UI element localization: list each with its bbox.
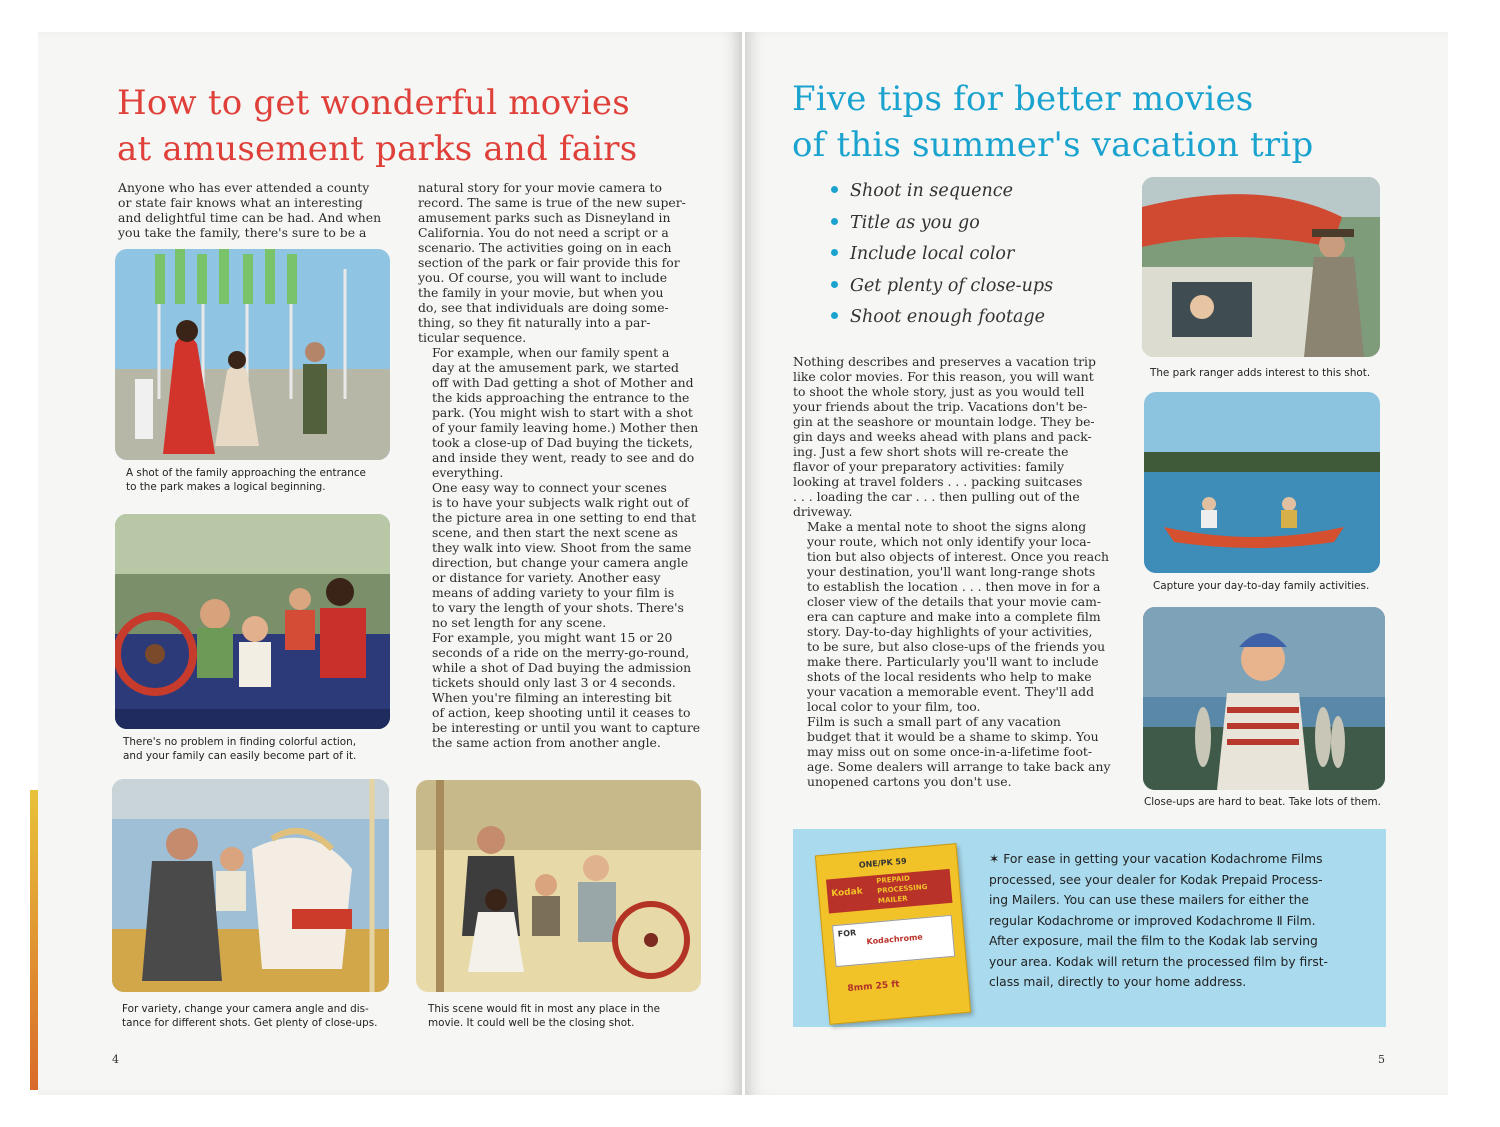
tip-label: Get plenty of close-ups [850,275,1054,296]
mailer-for-label: FOR [837,928,857,939]
text-line: your destination, you'll want long-range shots [807,564,1096,579]
text-line: everything. [432,465,504,480]
right-title-line-1: Five tips for better movies [792,79,1254,119]
left-page-title [117,80,677,172]
paragraph [418,690,700,750]
text-line: and delightful time can be had. And when [118,210,382,225]
text-line: off with Dad getting a shot of Mother and [432,375,694,390]
text-line: the same action from another angle. [432,735,661,750]
kodak-mailer-note [793,829,1386,1027]
page-number-right: 5 [1378,1053,1385,1066]
text-line: For example, when our family spent a [432,345,670,360]
mailer-film-panel [832,915,955,967]
bullet-dot-icon [831,218,838,225]
caption-closing [428,1002,708,1030]
text-line: your friends about the trip. Vacations don't be- [793,399,1088,414]
paragraph [793,714,1115,789]
photo-family-entrance [115,249,390,460]
text-line: looking at travel folders . . . packing suitcases [793,474,1083,489]
text-line: scene, and then start the next scene as [432,525,678,540]
text-line: took a close-up of Dad buying the tickets, [432,435,693,450]
text-line: closer view of the details that your movie cam- [807,594,1102,609]
photo-car-ride [115,514,390,729]
text-line: park. (You might wish to start with a shot [432,405,693,420]
photo-canoe [1144,392,1380,573]
text-line: and inside they went, ready to see and do [432,450,695,465]
caption-line: movie. It could well be the closing shot. [428,1017,635,1029]
mailer-header-band [826,869,952,914]
note-line: processed, see your dealer for Kodak Prepaid Process- [989,872,1323,887]
text-line: day at the amusement park, we started [432,360,679,375]
text-line: make there. Particularly you'll want to include [807,654,1099,669]
caption-car-ride [123,735,393,763]
paragraph [418,345,700,480]
note-line: regular Kodachrome or improved Kodachrome Ⅱ Film. [989,913,1316,928]
left-intro-text [118,180,391,240]
text-line: they walk into view. Shoot from the same [432,540,692,555]
text-line: age. Some dealers will arrange to take back any [807,759,1111,774]
text-line: driveway. [793,504,853,519]
text-line: to be sure, but also close-ups of the friends you [807,639,1106,654]
text-line: be interesting or until you want to capture [432,720,701,735]
text-line: to shoot the whole story, just as you would tell [793,384,1085,399]
text-line: or state fair knows what an interesting [118,195,363,210]
paragraph [418,180,700,345]
mailer-code: ONE/PK 59 [858,856,907,870]
note-line: your area. Kodak will return the processed film by first- [989,954,1328,969]
kodak-mailer-illustration [815,843,971,1025]
paragraph [418,630,700,690]
tip-item [831,176,1131,208]
note-line: ing Mailers. You can use these mailers for either the [989,893,1309,907]
mailer-title-line: MAILER [877,894,908,906]
text-line: no set length for any scene. [432,615,607,630]
text-line: section of the park or fair provide this for [418,255,680,270]
text-line: scenario. The activities going on in each [418,240,672,255]
caption-fish: Close-ups are hard to beat. Take lots of them. [1144,796,1381,808]
left-page [38,32,742,1095]
left-title-line-2: at amusement parks and fairs [117,129,638,169]
photo-fish-closeup [1143,607,1385,790]
bullet-dot-icon [831,281,838,288]
text-line: the picture area in one setting to end that [432,510,697,525]
text-line: or distance for variety. Another easy [432,570,661,585]
text-line: to vary the length of your shots. There's [432,600,684,615]
text-line: gin days and weeks ahead with plans and pack- [793,429,1092,444]
right-title-line-2: of this summer's vacation trip [792,125,1314,165]
text-line: of action, keep shooting until it ceases to [432,705,691,720]
tip-label: Shoot in sequence [850,181,1013,201]
mailer-title-line: PREPAID [875,874,911,886]
text-line: ing. Just a few short shots will re-create the [793,444,1069,459]
text-line: Anyone who has ever attended a county [118,180,370,195]
text-line: seconds of a ride on the merry-go-round, [432,645,690,660]
text-line: may miss out on some once-in-a-lifetime foot- [807,744,1093,759]
caption-line: For variety, change your camera angle and dis- [122,1003,369,1015]
text-line: to establish the location . . . then move in for a [807,579,1101,594]
text-line: budget that it would be a shame to skimp. You [807,729,1099,744]
note-line: ✶ For ease in getting your vacation Kodachrome Films [989,852,1323,866]
note-line: class mail, directly to your home address. [989,975,1247,989]
tip-item [831,239,1131,271]
photo-park-ranger [1142,177,1380,357]
caption-line: There's no problem in finding colorful action, [123,736,357,748]
bullet-dot-icon [831,312,838,319]
text-line: Make a mental note to shoot the signs along [807,519,1087,534]
caption-line: tance for different shots. Get plenty of close-ups. [122,1017,378,1029]
right-page [745,32,1448,1095]
tip-item [831,271,1131,303]
mailer-title [876,872,929,906]
caption-line: A shot of the family approaching the entrance [126,467,366,479]
text-line: you take the family, there's sure to be a [118,225,367,240]
text-line: you. Of course, you will want to include [418,270,668,285]
page-number-left: 4 [112,1053,119,1066]
kodak-note-text [989,849,1359,993]
text-line: tickets should only last 3 or 4 seconds. [432,675,676,690]
text-line: tion but also objects of interest. Once you reach [807,549,1110,564]
text-line: while a shot of Dad buying the admission [432,660,692,675]
text-line: of your family leaving home.) Mother then [432,420,699,435]
text-line: amusement parks such as Disneyland in [418,210,671,225]
text-line: the kids approaching the entrance to the [432,390,690,405]
text-line: record. The same is true of the new super- [418,195,686,210]
tip-label: Include local color [850,244,1015,264]
text-line: Film is such a small part of any vacation [807,714,1061,729]
caption-carousel [122,1002,392,1030]
right-page-title [792,76,1412,168]
tip-item [831,208,1131,240]
text-line: the family in your movie, but when you [418,285,664,300]
text-line: era can capture and make into a complete film [807,609,1101,624]
tip-label: Shoot enough footage [850,307,1045,327]
paragraph [793,519,1115,714]
tip-item [831,302,1131,334]
text-line: flavor of your preparatory activities: family [793,459,1065,474]
note-line: After exposure, mail the film to the Kodak lab serving [989,934,1318,948]
caption-line: to the park makes a logical beginning. [126,481,326,493]
bullet-dot-icon [831,186,838,193]
text-line: For example, you might want 15 or 20 [432,630,673,645]
right-body-text [793,354,1115,789]
caption-ranger: The park ranger adds interest to this shot. [1150,367,1371,379]
mailer-title-line: PROCESSING [876,882,928,896]
caption-entrance [126,466,396,494]
text-line: One easy way to connect your scenes [432,480,667,495]
bullet-dot-icon [831,249,838,256]
text-line: natural story for your movie camera to [418,180,662,195]
text-line: direction, but change your camera angle [432,555,689,570]
text-line: California. You do not need a script or a [418,225,669,240]
text-line: Nothing describes and preserves a vacation trip [793,354,1096,369]
text-line: means of adding variety to your film is [432,585,675,600]
mailer-film-size: 8mm 25 ft [847,979,900,995]
tips-list [831,176,1131,334]
paragraph [793,354,1115,519]
text-line: ticular sequence. [418,330,527,345]
text-line: story. Day-to-day highlights of your activities, [807,624,1093,639]
mailer-brand: Kodak [830,886,864,900]
text-line: thing, so they fit naturally into a par- [418,315,651,330]
photo-carousel [112,779,389,992]
left-column-text [418,180,700,750]
tip-label: Title as you go [850,212,980,233]
caption-line: and your family can easily become part of it. [123,750,357,762]
text-line: gin at the seashore or mountain lodge. They be- [793,414,1095,429]
photo-closing-scene [416,780,701,992]
text-line: shots of the local residents who help to make [807,669,1092,684]
text-line: When you're filming an interesting bit [432,690,672,705]
text-line: your vacation a memorable event. They'll add [807,684,1095,699]
text-line: local color to your film, too. [807,699,981,714]
caption-line: This scene would fit in most any place in the [428,1003,661,1015]
text-line: unopened cartons you don't use. [807,774,1012,789]
paragraph [418,480,700,630]
text-line: . . . loading the car . . . then pulling out of the [793,489,1080,504]
caption-canoe: Capture your day-to-day family activities. [1153,580,1370,592]
text-line: do, see that individuals are doing some- [418,300,669,315]
text-line: like color movies. For this reason, you will want [793,369,1094,384]
text-line: is to have your subjects walk right out of [432,495,689,510]
mailer-film-label: Kodachrome [866,932,924,947]
text-line: your route, which not only identify your loca- [807,534,1091,549]
left-title-line-1: How to get wonderful movies [117,83,630,123]
